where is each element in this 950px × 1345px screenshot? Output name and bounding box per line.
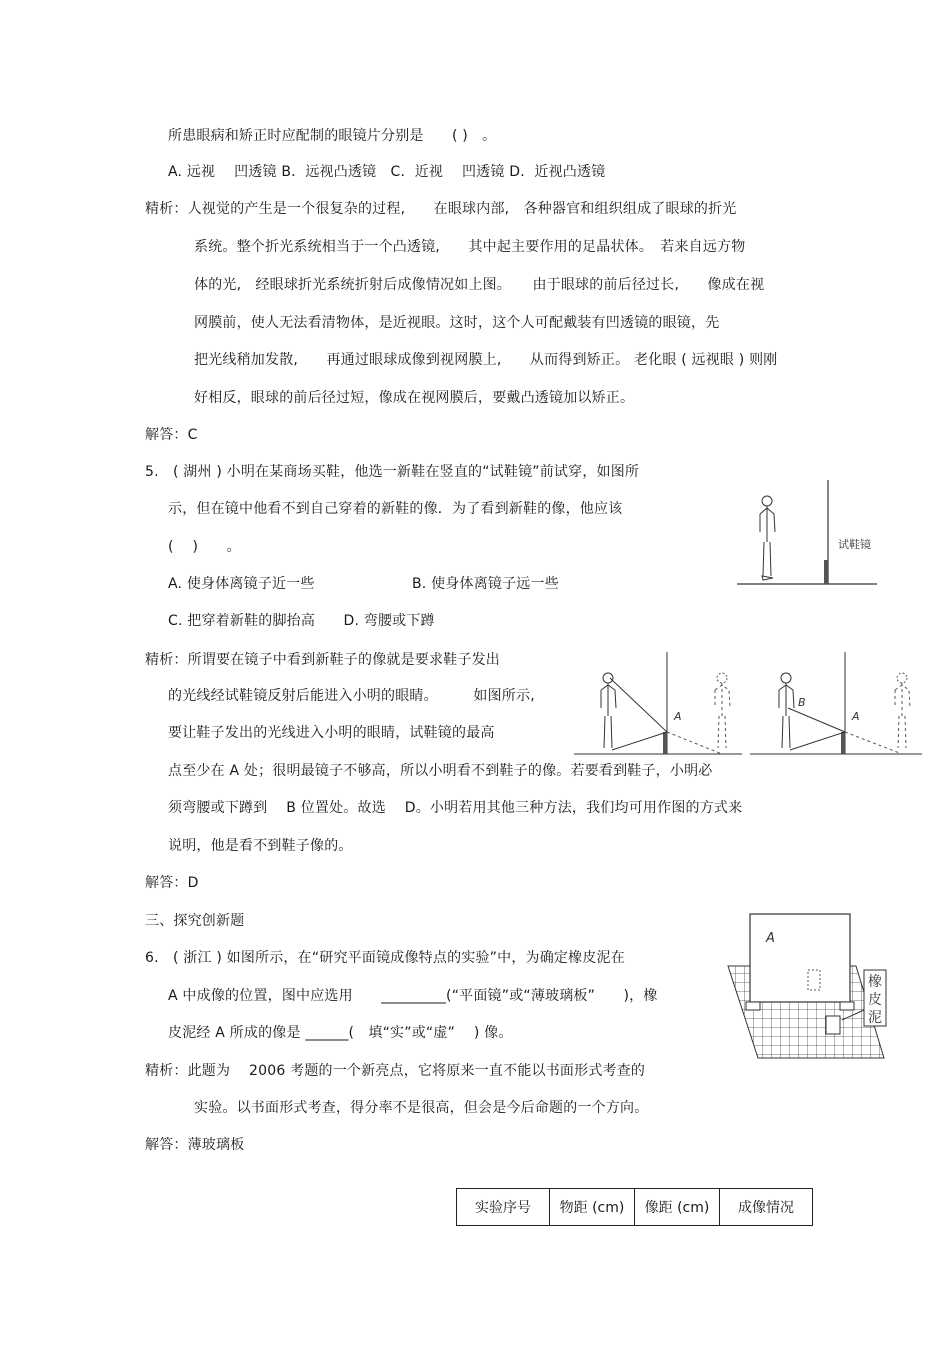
q6-stem-line-1: 6. ( 浙江 ) 如图所示，在“研究平面镜成像特点的实验”中，为确定橡皮泥在	[145, 950, 625, 966]
mirror-label: 试鞋镜	[838, 538, 871, 551]
label-b: B	[798, 696, 806, 709]
q5-option-cd: C. 把穿着新鞋的脚抬高 D. 弯腰或下蹲	[168, 613, 435, 629]
clay-label-2: 皮	[868, 992, 882, 1008]
q5-option-a: A. 使身体离镜子近一些	[168, 576, 315, 592]
q5-option-b: B. 使身体离镜子远一些	[412, 576, 559, 592]
q5-stem-line-3: ( ) 。	[168, 539, 241, 555]
header-image-condition: 成像情况	[720, 1189, 813, 1226]
q5-analysis-line-6: 说明，他是看不到鞋子像的。	[168, 838, 353, 854]
q4-stem-tail: 所患眼病和矫正时应配制的眼镜片分别是 ( ) 。	[168, 128, 497, 144]
section-heading: 三、探究创新题	[145, 913, 245, 929]
plane-mirror-experiment-figure	[726, 910, 888, 1062]
q6-analysis-line-2: 实验。以书面形式考查，得分率不是很高，但会是今后命题的一个方向。	[194, 1100, 649, 1116]
q4-answer: 解答：C	[145, 427, 198, 443]
q4-analysis-line-2: 系统。整个折光系统相当于一个凸透镜, 其中起主要作用的足晶状体。 若来自远方物	[194, 239, 746, 255]
header-trial-number: 实验序号	[457, 1189, 550, 1226]
shoe-mirror-figure	[735, 476, 880, 588]
label-a-left: A	[674, 710, 682, 723]
q5-analysis-line-2: 的光线经试鞋镜反射后能进入小明的眼睛。 如图所示,	[168, 688, 535, 704]
q4-analysis-line-3: 体的光, 经眼球折光系统折射后成像情况如上图。 由于眼球的前后径过长, 像成在视	[194, 277, 765, 293]
q5-analysis-line-4: 点至少在 A 处；很明最镜子不够高，所以小明看不到鞋子的像。若要看到鞋子，小明必	[168, 763, 713, 779]
q4-analysis-line-1: 精析：人视觉的产生是一个很复杂的过程, 在眼球内部, 各种器官和组织组成了眼球的折光	[145, 201, 737, 217]
experiment-table	[456, 1188, 813, 1226]
q5-analysis-line-5: 须弯腰或下蹲到 B 位置处。故选 D。小明若用其他三种方法，我们均可用作图的方式来	[168, 800, 743, 816]
header-object-distance: 物距 (cm)	[550, 1189, 635, 1226]
q5-analysis-line-1: 精析：所谓要在镜子中看到新鞋子的像就是要求鞋子发出	[145, 652, 500, 668]
clay-label-3: 泥	[868, 1010, 882, 1026]
table-header-row	[457, 1189, 813, 1226]
q5-stem-line-2: 示，但在镜中他看不到自己穿着的新鞋的像．为了看到新鞋的像，他应该	[168, 501, 623, 517]
clay-label-1: 橡	[868, 974, 882, 990]
q4-analysis-line-6: 好相反，眼球的前后径过短，像成在视网膜后，要戴凸透镜加以矫正。	[194, 390, 635, 406]
header-image-distance: 像距 (cm)	[635, 1189, 720, 1226]
q4-analysis-line-4: 网膜前，使人无法看清物体，是近视眼。这时，这个人可配戴装有凹透镜的眼镜，先	[194, 315, 720, 331]
label-a-right: A	[852, 710, 860, 723]
q4-analysis-line-5: 把光线稍加发散, 再通过眼球成像到视网膜上, 从而得到矫正。 老化眼 ( 远视眼 ) 则刚	[194, 352, 778, 368]
q6-analysis-line-1: 精析：此题为 2006 考题的一个新亮点，它将原来一直不能以书面形式考查的	[145, 1063, 646, 1079]
q6-answer: 解答：薄玻璃板	[145, 1137, 245, 1153]
q6-stem-line-2: A 中成像的位置，图中应选用 _________(“平面镜”或“薄玻璃板” )，橡	[168, 988, 658, 1004]
q5-stem-line-1: 5. ( 湖州 ) 小明在某商场买鞋，他选一新鞋在竖直的“试鞋镜”前试穿，如图所	[145, 464, 640, 480]
ray-diagram-figure	[572, 650, 924, 760]
label-a-glass: A	[766, 931, 775, 946]
q5-answer: 解答：D	[145, 875, 199, 891]
q4-options: A. 远视 凹透镜 B．远视凸透镜 C．近视 凹透镜 D．近视凸透镜	[168, 164, 606, 180]
q5-analysis-line-3: 要让鞋子发出的光线进入小明的眼睛，试鞋镜的最高	[168, 725, 495, 741]
q6-stem-line-3: 皮泥经 A 所成的像是 ______( 填“实”或“虚” ) 像。	[168, 1025, 513, 1041]
